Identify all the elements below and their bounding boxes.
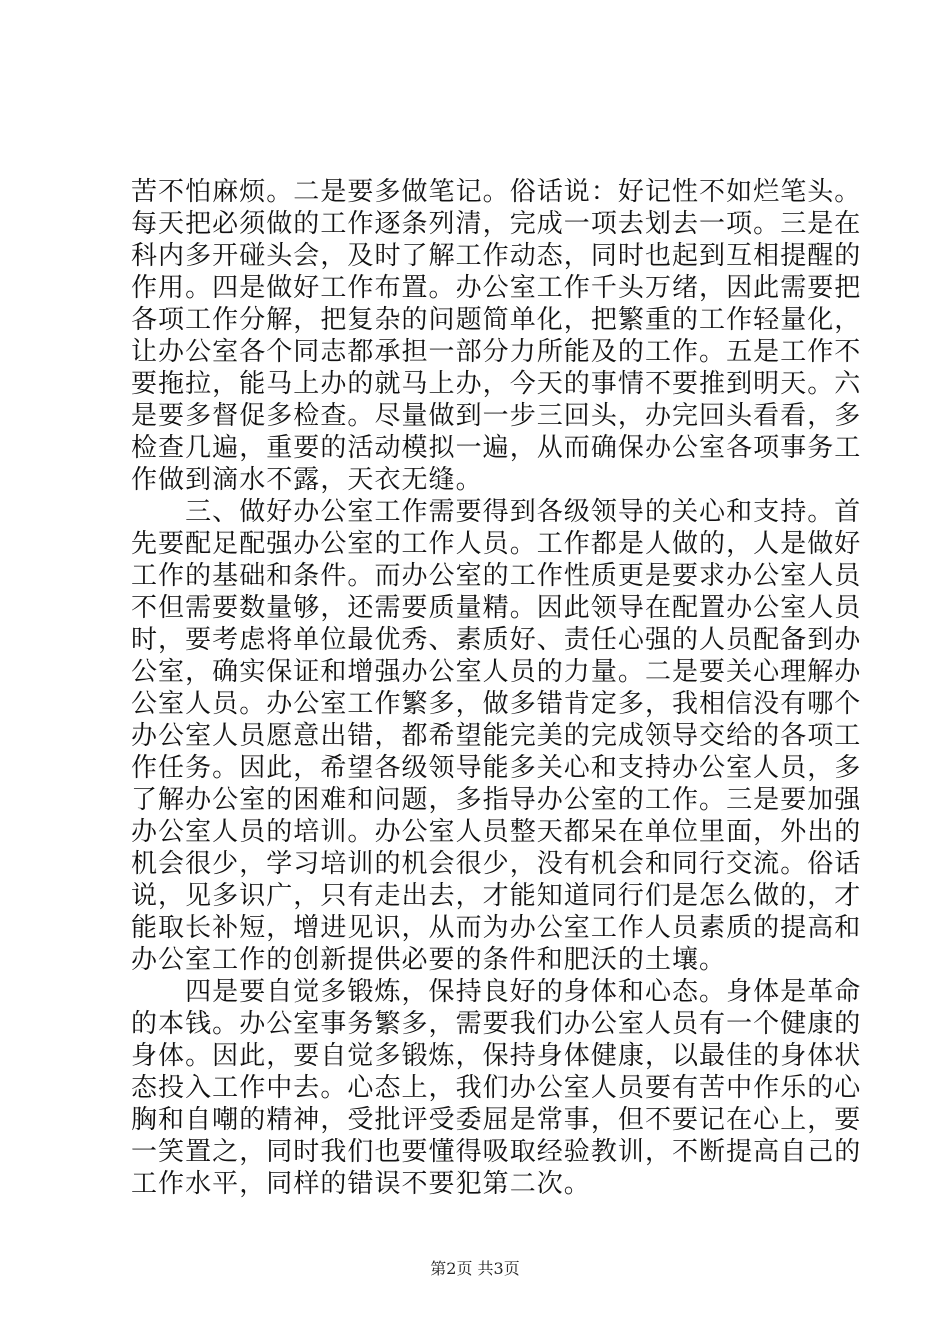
text-line: 办公室人员的培训。办公室人员整天都呆在单位里面，外出的: [131, 817, 862, 847]
text-line: 一笑置之，同时我们也要懂得吸取经验教训，不断提高自己的: [131, 1137, 862, 1167]
text-line: 作任务。因此，希望各级领导能多关心和支持办公室人员，多: [131, 753, 862, 783]
text-line: 作用。四是做好工作布置。办公室工作千头万绪，因此需要把: [131, 273, 862, 303]
document-body: [131, 176, 862, 1200]
text-line: 工作水平，同样的错误不要犯第二次。: [131, 1169, 591, 1199]
text-line: 检查几遍，重要的活动模拟一遍，从而确保办公室各项事务工: [131, 433, 862, 463]
text-line: 办公室工作的创新提供必要的条件和肥沃的土壤。: [131, 945, 727, 975]
text-line: 先要配足配强办公室的工作人员。工作都是人做的，人是做好: [131, 529, 862, 559]
text-line: 科内多开碰头会，及时了解工作动态，同时也起到互相提醒的: [131, 241, 862, 271]
text-line: 苦不怕麻烦。二是要多做笔记。俗话说：好记性不如烂笔头。: [131, 177, 862, 207]
text-line: 公室，确实保证和增强办公室人员的力量。二是要关心理解办: [131, 657, 862, 687]
text-line: 四是要自觉多锻炼，保持良好的身体和心态。身体是革命: [131, 977, 862, 1007]
text-line: 是要多督促多检查。尽量做到一步三回头，办完回头看看，多: [131, 401, 862, 431]
text-line: 不但需要数量够，还需要质量精。因此领导在配置办公室人员: [131, 593, 862, 623]
text-line: 各项工作分解，把复杂的问题简单化，把繁重的工作轻量化，: [131, 305, 862, 335]
text-line: 三、做好办公室工作需要得到各级领导的关心和支持。首: [131, 497, 862, 527]
text-line: 时，要考虑将单位最优秀、素质好、责任心强的人员配备到办: [131, 625, 862, 655]
text-line: 态投入工作中去。心态上，我们办公室人员要有苦中作乐的心: [131, 1073, 862, 1103]
text-line: 说，见多识广，只有走出去，才能知道同行们是怎么做的，才: [131, 881, 862, 911]
text-line: 的本钱。办公室事务繁多，需要我们办公室人员有一个健康的: [131, 1009, 862, 1039]
text-line: 身体。因此，要自觉多锻炼，保持身体健康，以最佳的身体状: [131, 1041, 862, 1071]
text-line: 公室人员。办公室工作繁多，做多错肯定多，我相信没有哪个: [131, 689, 862, 719]
text-line: 机会很少，学习培训的机会很少，没有机会和同行交流。俗话: [131, 849, 862, 879]
text-line: 让办公室各个同志都承担一部分力所能及的工作。五是工作不: [131, 337, 862, 367]
text-line: 作做到滴水不露，天衣无缝。: [131, 465, 483, 495]
text-line: 工作的基础和条件。而办公室的工作性质更是要求办公室人员: [131, 561, 862, 591]
page-footer: 第2页 共3页: [430, 1259, 520, 1278]
text-line: 办公室人员愿意出错，都希望能完美的完成领导交给的各项工: [131, 721, 862, 751]
text-line: 了解办公室的困难和问题，多指导办公室的工作。三是要加强: [131, 785, 862, 815]
text-line: 每天把必须做的工作逐条列清，完成一项去划去一项。三是在: [131, 209, 862, 239]
text-line: 胸和自嘲的精神，受批评受委屈是常事，但不要记在心上，要: [131, 1105, 862, 1135]
text-line: 要拖拉，能马上办的就马上办，今天的事情不要推到明天。六: [131, 369, 862, 399]
text-line: 能取长补短，增进见识，从而为办公室工作人员素质的提高和: [131, 913, 862, 943]
